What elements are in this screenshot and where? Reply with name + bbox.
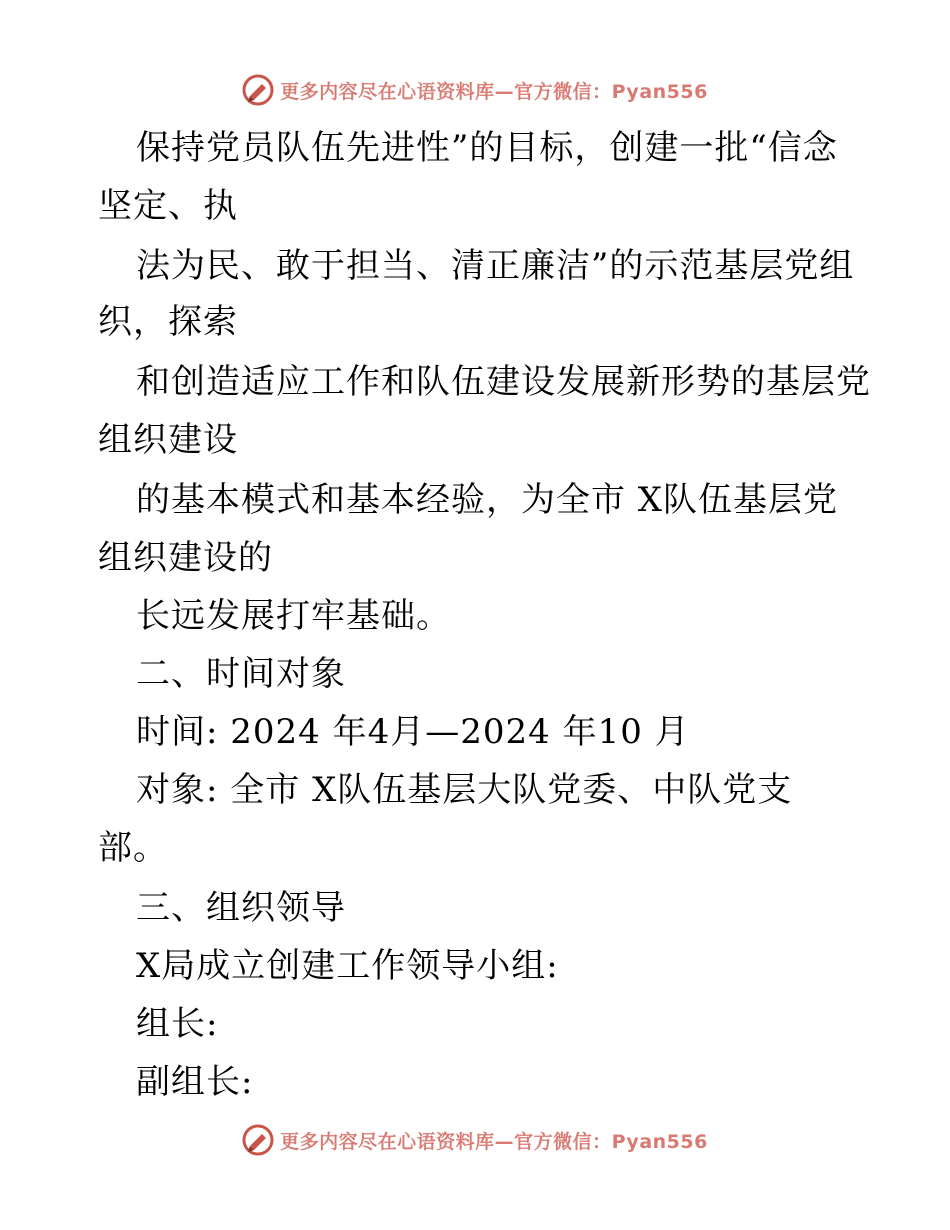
text-line: 对象: 全市 X队伍基层大队党委、中队党支: [136, 770, 793, 810]
watermark-footer: [0, 1120, 950, 1160]
text-line: 组长:: [136, 1004, 219, 1044]
text-line: 坚定、执: [98, 186, 238, 226]
text-line: 部。: [98, 828, 168, 868]
text-line: 时间: 2024 年4月—2024 年10 月: [136, 712, 690, 752]
text-line: 的基本模式和基本经验，为全市 X队伍基层党: [136, 480, 839, 520]
watermark-header: [0, 70, 950, 110]
text-line: 和创造适应工作和队伍建设发展新形势的基层党: [136, 362, 871, 402]
section-heading: 二、时间对象: [136, 654, 346, 694]
watermark-text: 更多内容尽在心语资料库—官方微信：Pyan556: [280, 80, 708, 103]
text-line: 副组长:: [136, 1062, 254, 1102]
text-line: 长远发展打牢基础。: [136, 596, 451, 636]
section-heading: 三、组织领导: [136, 888, 346, 928]
text-line: 织，探索: [98, 302, 238, 342]
text-line: 法为民、敢于担当、清正廉洁”的示范基层党组: [136, 246, 855, 286]
text-line: 组织建设: [98, 420, 238, 460]
text-line: 组织建设的: [98, 538, 273, 578]
pen-logo-icon: [242, 1124, 274, 1156]
watermark-text: 更多内容尽在心语资料库—官方微信：Pyan556: [280, 1130, 708, 1153]
text-line: 保持党员队伍先进性”的目标，创建一批“信念: [136, 128, 838, 168]
text-line: X局成立创建工作领导小组:: [136, 946, 559, 986]
pen-logo-icon: [242, 74, 274, 106]
